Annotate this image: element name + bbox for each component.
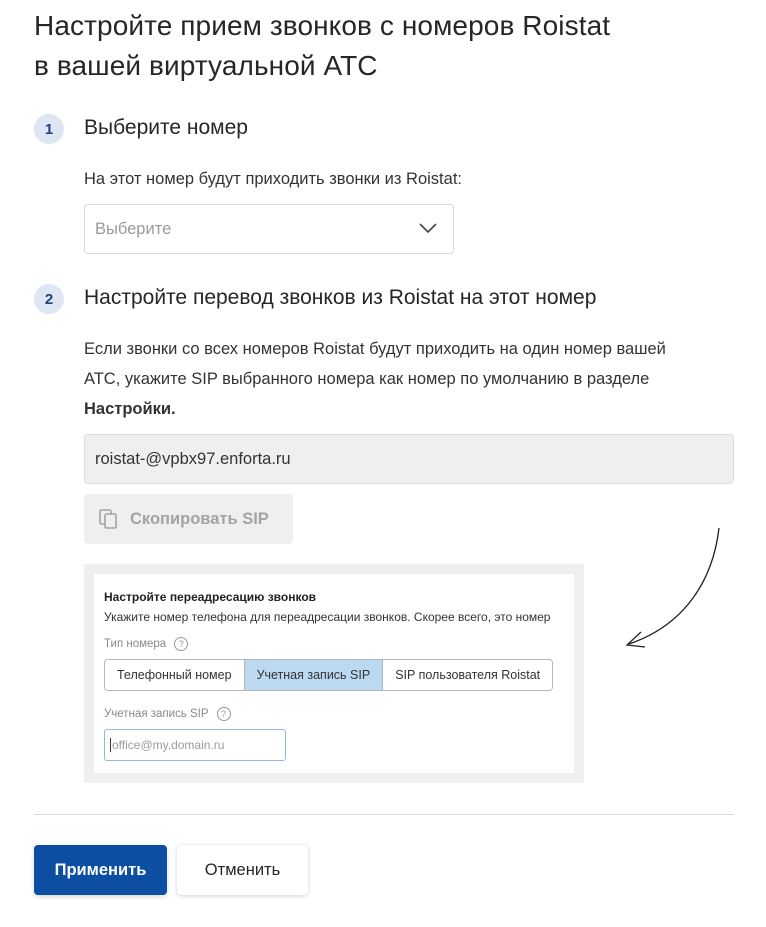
example-description: Укажите номер телефона для переадресации звонков. Скорее всего, это номер bbox=[104, 610, 551, 624]
step-2-badge: 2 bbox=[34, 284, 64, 314]
cancel-button[interactable]: Отменить bbox=[177, 845, 308, 895]
step-1-title: Выберите номер bbox=[84, 116, 248, 139]
step-1-description: На этот номер будут приходить звонки из Roistat: bbox=[84, 170, 462, 188]
example-title: Настройте переадресацию звонков bbox=[104, 590, 317, 604]
page-title-line-1: Настройте прием звонков с номеров Roistat bbox=[34, 10, 611, 41]
settings-section-name: Настройки. bbox=[84, 400, 176, 418]
example-account-label-text: Учетная запись SIP bbox=[104, 708, 209, 720]
step-2-description-line-1: Если звонки со всех номеров Roistat будут приходить на один номер вашей bbox=[84, 340, 666, 358]
footer-divider bbox=[34, 814, 734, 815]
help-icon: ? bbox=[174, 637, 188, 651]
example-account-input bbox=[104, 729, 286, 761]
pbx-settings-example-panel bbox=[94, 574, 574, 773]
copy-sip-label: Скопировать SIP bbox=[130, 509, 269, 528]
example-account-placeholder: office@my.domain.ru bbox=[112, 738, 225, 752]
example-segment-phone: Телефонный номер bbox=[105, 660, 245, 690]
number-select[interactable] bbox=[84, 204, 454, 254]
apply-button[interactable]: Применить bbox=[34, 845, 167, 895]
step-2-description bbox=[84, 334, 734, 424]
step-1-badge: 1 bbox=[34, 114, 64, 144]
example-type-label bbox=[104, 637, 188, 651]
example-segment-sip-account: Учетная запись SIP bbox=[245, 660, 384, 690]
sip-address-field[interactable]: roistat-@vpbx97.enforta.ru bbox=[84, 434, 734, 484]
chevron-down-icon bbox=[419, 222, 437, 234]
example-account-label bbox=[104, 707, 231, 721]
curved-arrow-icon bbox=[615, 520, 730, 655]
step-2-description-line-2: АТС, укажите SIP выбранного номера как номер по умолчанию в разделе bbox=[84, 370, 650, 388]
example-segment-roistat-sip: SIP пользователя Roistat bbox=[383, 660, 552, 690]
copy-icon bbox=[98, 508, 120, 530]
pbx-settings-example-image bbox=[84, 564, 584, 783]
example-type-label-text: Тип номера bbox=[104, 638, 167, 650]
step-2-title: Настройте перевод звонков из Roistat на этот номер bbox=[84, 286, 597, 309]
page-title-line-2: в вашей виртуальной АТС bbox=[34, 50, 378, 81]
number-select-placeholder: Выберите bbox=[95, 219, 172, 238]
copy-sip-button[interactable] bbox=[84, 494, 293, 544]
text-caret bbox=[110, 738, 111, 752]
example-type-segmented-control bbox=[104, 659, 553, 691]
page-title bbox=[34, 6, 734, 86]
help-icon: ? bbox=[217, 707, 231, 721]
